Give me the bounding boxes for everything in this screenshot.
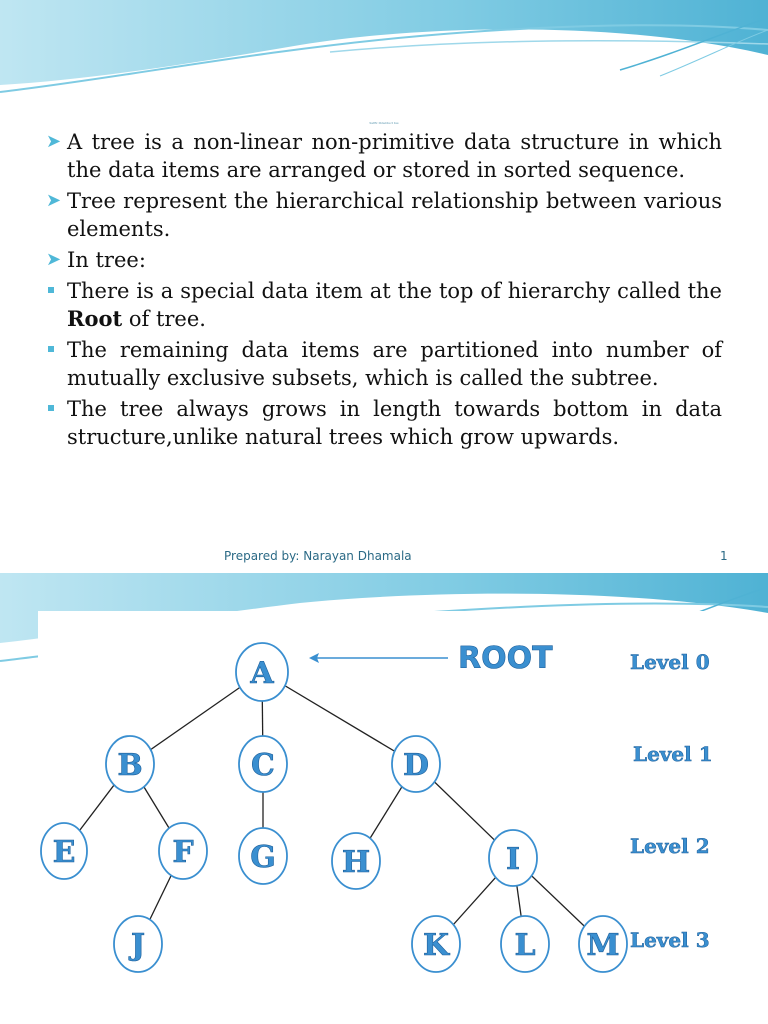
node-label: F (172, 835, 194, 870)
arrow-bullet-icon: ➤ (46, 249, 62, 270)
node-label: D (402, 748, 430, 783)
bullet-item (46, 187, 722, 243)
level-label: Level 0 (630, 650, 710, 674)
tree-node-a (236, 643, 288, 701)
tree-node-l (501, 916, 549, 972)
footer-prepared-by: Prepared by: Narayan Dhamala (224, 549, 412, 563)
bullet-item (46, 128, 722, 184)
bullet-text-post: of tree. (122, 307, 206, 331)
node-label: L (514, 928, 536, 963)
node-label: A (250, 656, 274, 691)
footer-page-number: 1 (720, 549, 728, 563)
bullet-text: The tree always grows in length towards bottom in data structure,unlike natural trees which grow upwards. (67, 397, 722, 449)
root-label: ROOT (458, 641, 553, 676)
bullet-text (67, 277, 722, 333)
bullet-item (46, 395, 722, 451)
node-label: E (52, 835, 76, 870)
bullet-text: A tree is a non-linear non-primitive data structure in which the data items are arranged or stored in sorted sequence. (67, 130, 722, 182)
arrow-bullet-icon: ➤ (46, 190, 62, 211)
tree-node-j (114, 916, 162, 972)
tree-node-b (106, 736, 154, 792)
node-label: K (422, 928, 450, 963)
node-label: H (341, 845, 371, 880)
bullet-text-pre: There is a special data item at the top of hierarchy called the (67, 279, 722, 303)
node-label: B (117, 748, 143, 783)
arrow-bullet-icon: ➤ (46, 131, 62, 152)
square-bullet-icon (48, 287, 54, 293)
slide-header-text: Ss8N Ibrarduct Ius (369, 121, 399, 125)
bullet-text-bold: Root (67, 306, 123, 331)
header-wave-decoration (0, 0, 768, 110)
level-label: Level 3 (630, 928, 710, 952)
node-label: G (250, 840, 276, 875)
node-label: C (251, 748, 275, 783)
bullet-text: Tree represent the hierarchical relationship between various elements. (67, 189, 722, 241)
tree-node-c (239, 736, 287, 792)
bullet-item (46, 246, 722, 274)
slide-2 (0, 573, 768, 1024)
tree-node-e (41, 823, 87, 879)
tree-node-k (412, 916, 460, 972)
node-label: M (586, 928, 620, 963)
square-bullet-icon (48, 405, 54, 411)
tree-node-f (159, 823, 207, 879)
square-bullet-icon (48, 346, 54, 352)
level-label: Level 2 (630, 834, 710, 858)
tree-node-h (332, 833, 380, 889)
bullet-text: In tree: (67, 248, 146, 272)
bullet-list (46, 128, 722, 454)
tree-node-m (579, 916, 627, 972)
tree-node-g (239, 828, 287, 884)
bullet-item (46, 277, 722, 333)
tree-node-i (489, 830, 537, 886)
bullet-item (46, 336, 722, 392)
tree-node-d (392, 736, 440, 792)
node-label: J (130, 928, 146, 963)
level-label: Level 1 (633, 742, 713, 766)
tree-diagram (38, 611, 722, 1024)
node-label: I (505, 842, 521, 877)
bullet-text: The remaining data items are partitioned into number of mutually exclusive subsets, which is called the subtree. (67, 338, 722, 390)
